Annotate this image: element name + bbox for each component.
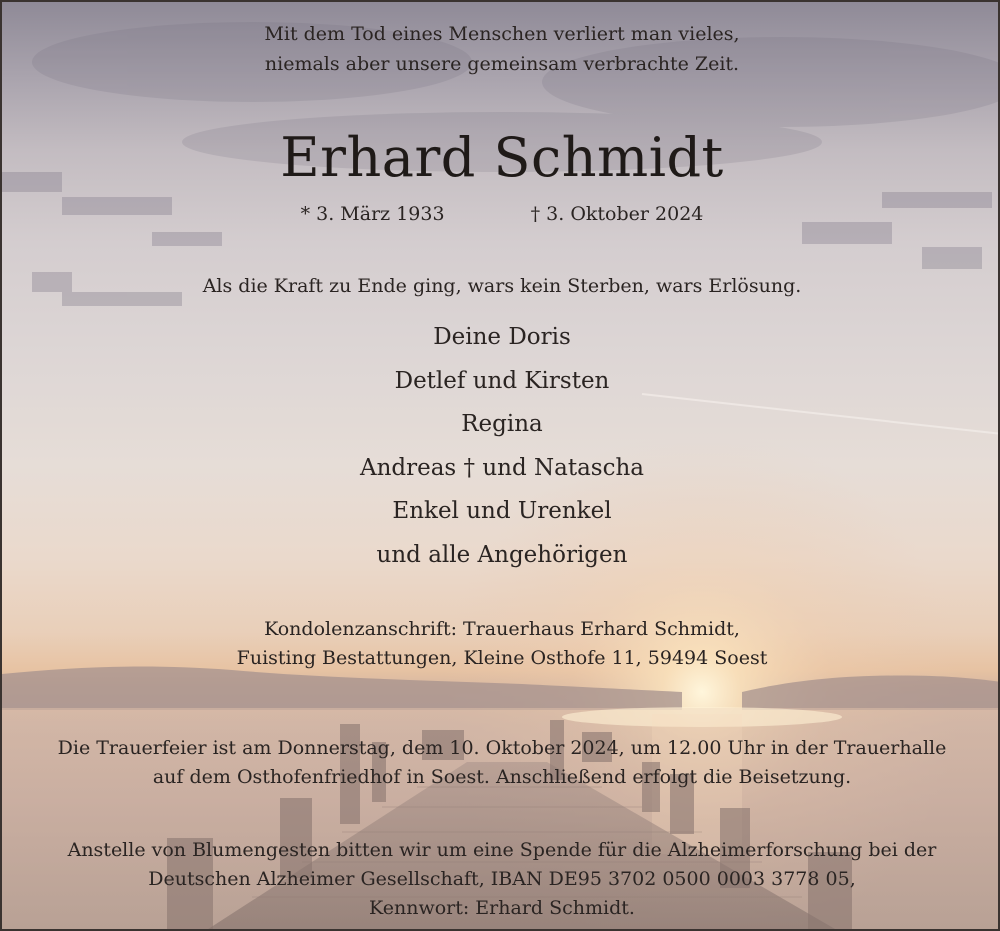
family-member: Regina: [461, 411, 543, 437]
death-date: † 3. Oktober 2024: [530, 203, 704, 225]
donation-line-3: Kennwort: Erhard Schmidt.: [369, 897, 635, 919]
family-member: und alle Angehörigen: [376, 541, 628, 568]
condolence-address: [2, 615, 1000, 673]
family-member: Detlef und Kirsten: [394, 367, 610, 394]
ceremony-line-1: Die Trauerfeier ist am Donnerstag, dem 10. Oktober 2024, um 12.00 Uhr in der Trauerhalle: [57, 737, 947, 759]
donation-line-2: Deutschen Alzheimer Gesellschaft, IBAN DE95 3702 0500 0003 3778 05,: [148, 868, 856, 890]
donation-info: [2, 836, 1000, 923]
family-list: [2, 316, 1000, 577]
ceremony-line-2: auf dem Osthofenfriedhof in Soest. Anschließend erfolgt die Beisetzung.: [152, 766, 852, 788]
life-dates: [2, 201, 1000, 227]
quote-line-1: Mit dem Tod eines Menschen verliert man vieles,: [264, 23, 740, 45]
donation-line-1: Anstelle von Blumengesten bitten wir um eine Spende für die Alzheimerforschung bei der: [67, 839, 937, 861]
birth-date: * 3. März 1933: [300, 203, 445, 225]
quote-line-2: niemals aber unsere gemeinsam verbrachte Zeit.: [264, 53, 740, 75]
opening-quote: [2, 19, 1000, 79]
deceased-name: Erhard Schmidt: [280, 126, 724, 189]
family-member: Deine Doris: [433, 324, 571, 350]
condolence-line-1: Kondolenzanschrift: Trauerhaus Erhard Schmidt,: [264, 618, 740, 640]
subline-quote: Als die Kraft zu Ende ging, wars kein Sterben, wars Erlösung.: [202, 275, 802, 297]
ceremony-info: [2, 734, 1000, 792]
condolence-line-2: Fuisting Bestattungen, Kleine Osthofe 11, 59494 Soest: [236, 647, 768, 669]
family-member: Andreas † und Natascha: [359, 454, 645, 481]
family-member: Enkel und Urenkel: [392, 498, 612, 524]
